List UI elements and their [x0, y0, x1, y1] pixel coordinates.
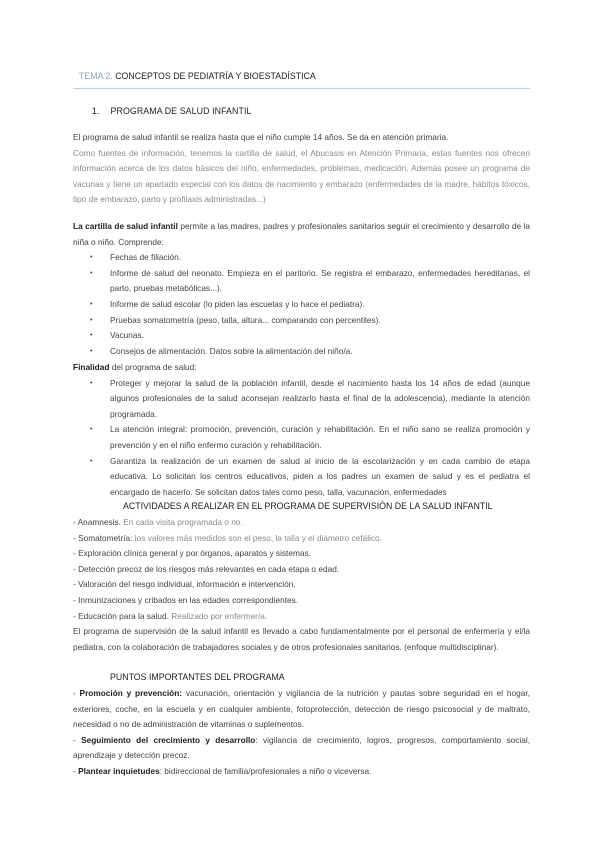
activities-paragraph: El programa de supervisión de la salud infantil es llevado a cabo fundamentalmente por el personal de enfermería y el/la pediatra, con la colaboración de trabajadores sociales y de otros profesionales sanitarios. (enfoque multidisciplinar).	[73, 626, 530, 652]
section-number: 1.	[92, 106, 100, 116]
activity-educacion	[73, 609, 530, 625]
activity-anamnesis	[73, 515, 530, 531]
list-item: • Pruebas somatometría (peso, talla, altura... comparando con percentiles).	[73, 313, 530, 329]
cartilla-rest: permite a las madres, padres y profesionales sanitarios seguir el crecimiento y desarrollo de la niña o niño. Comprende:	[73, 221, 530, 247]
points-block	[73, 686, 530, 780]
intro-block	[73, 130, 530, 208]
finalidad-block	[73, 360, 530, 500]
cartilla-block	[73, 219, 530, 359]
finalidad-rest: del programa de salud:	[109, 362, 197, 372]
list-item: • La atención integral: promoción, prevención, curación y rehabilitación. En el niño sano se realiza promoción y prevención y en el niño enfermo curación y rehabilitación.	[73, 422, 530, 453]
sources-paragraph: Como fuentes de información, tenemos la cartilla de salud, el Abucasis en Atención Primaria, estas fuentes nos ofrecen información acerca de los datos básicos del niño, enfermedades, problemas, medicación. Además posee un programa de vacunas y tiene un apartado especial con los datos de nacimiento y embarazo (enfermedades de la madre, hábitos tóxicos, tipo de embarazo, parto y profilaxis administradas...)	[73, 147, 530, 205]
activity-inmunizaciones: - Inmunizaciones y cribados en las edades correspondientes.	[73, 594, 299, 605]
point-text: : bidireccional de familia/profesionales a niño o viceversa.	[159, 765, 372, 776]
header-divider	[73, 88, 530, 89]
finalidad-bold: Finalidad	[73, 362, 110, 372]
activities-block	[73, 515, 530, 655]
points-heading: PUNTOS IMPORTANTES DEL PROGRAMA	[110, 672, 285, 682]
list-item: • Vacunas.	[73, 328, 530, 344]
topic-number: TEMA 2.	[79, 71, 113, 81]
list-item: • Fechas de filiación.	[73, 250, 530, 266]
finalidad-intro	[73, 360, 530, 376]
activity-label: - Anamnesis.	[73, 517, 121, 527]
point-label: Promoción y prevención:	[79, 688, 183, 698]
activity-exploracion: - Exploración clínica general y por órganos, aparatos y sistemas.	[73, 548, 311, 559]
activity-somatometria	[73, 531, 530, 547]
activity-note: En cada visita programada o no.	[120, 517, 243, 527]
list-item: • Informe de salud escolar (lo piden las escuelas y lo hace el pediatra).	[73, 297, 530, 313]
list-item: • Proteger y mejorar la salud de la población infantil, desde el nacimiento hasta los 14 años de edad (aunque algunos profesionales de la salud aconsejan realizarlo hasta el final de la adolescencia), mediante la atención programada.	[73, 376, 530, 423]
dash: -	[73, 688, 80, 698]
section-title: PROGRAMA DE SALUD INFANTIL	[110, 106, 252, 116]
activity-note: los valores más medidos son el peso, la talla y el diámetro cefálico.	[132, 532, 382, 543]
section-heading	[92, 106, 251, 116]
dash: -	[73, 734, 82, 745]
activities-heading: ACTIVIDADES A REALIZAR EN EL PROGRAMA DE SUPERVISIÓN DE LA SALUD INFANTIL	[123, 501, 493, 511]
activity-label: - Educación para la salud.	[73, 610, 169, 621]
cartilla-list	[73, 250, 530, 359]
point-label: Seguimiento del crecimiento y desarrollo	[81, 734, 256, 745]
point-seguimiento	[73, 733, 530, 764]
intro-paragraph: El programa de salud infantil se realiza hasta que el niño cumple 14 años. Se da en atención primaria.	[73, 132, 449, 142]
point-text: vacunación, orientación y vigilancia de la nutrición y pautas sobre seguridad en el hogar, exteriores, coche, en la escuela y en cualquier ambiente, fotoprotección, detección de riesgo psicosocial y de maltrato, necesidad o no de administración de vitaminas o suplementos.	[73, 688, 530, 730]
point-promocion	[73, 686, 530, 733]
activity-note: Realizado por enfermería.	[168, 610, 268, 621]
list-item: • Garantiza la realización de un examen de salud al inicio de la escolarización y en cada cambio de etapa educativa. Lo solicitan los centros educativos, piden a los padres un examen de salud y es el pediatra el encargado de hacerlo. Se solicitan datos tales como peso, talla, vacunación, enfermedades	[73, 454, 530, 501]
activity-label: - Somatometría:	[73, 532, 133, 543]
list-item: • Consejos de alimentación. Datos sobre la alimentación del niño/a.	[73, 344, 530, 360]
topic-title: CONCEPTOS DE PEDIATRÍA Y BIOESTADÍSTICA	[115, 71, 316, 81]
dash: -	[73, 765, 79, 776]
cartilla-bold: La cartilla de salud infantil	[73, 221, 178, 231]
activity-valoracion: - Valoración del riesgo individual, información e intervención.	[73, 579, 296, 590]
topic-header	[79, 71, 316, 81]
point-label: Plantear inquietudes	[78, 765, 160, 776]
activity-deteccion: - Detección precoz de los riesgos más relevantes en cada etapa o edad.	[73, 563, 340, 574]
cartilla-intro	[73, 219, 530, 250]
finalidad-list	[73, 376, 530, 501]
point-text: : vigilancia de crecimiento, logros, progresos, comportamiento social, aprendizaje y detección precoz.	[73, 734, 530, 761]
point-inquietudes	[73, 764, 530, 780]
list-item: • Informe de salud del neonato. Empieza en el paritorio. Se registra el embarazo, enfermedades hereditarias, el parto, pruebas metabólicas...).	[73, 266, 530, 297]
